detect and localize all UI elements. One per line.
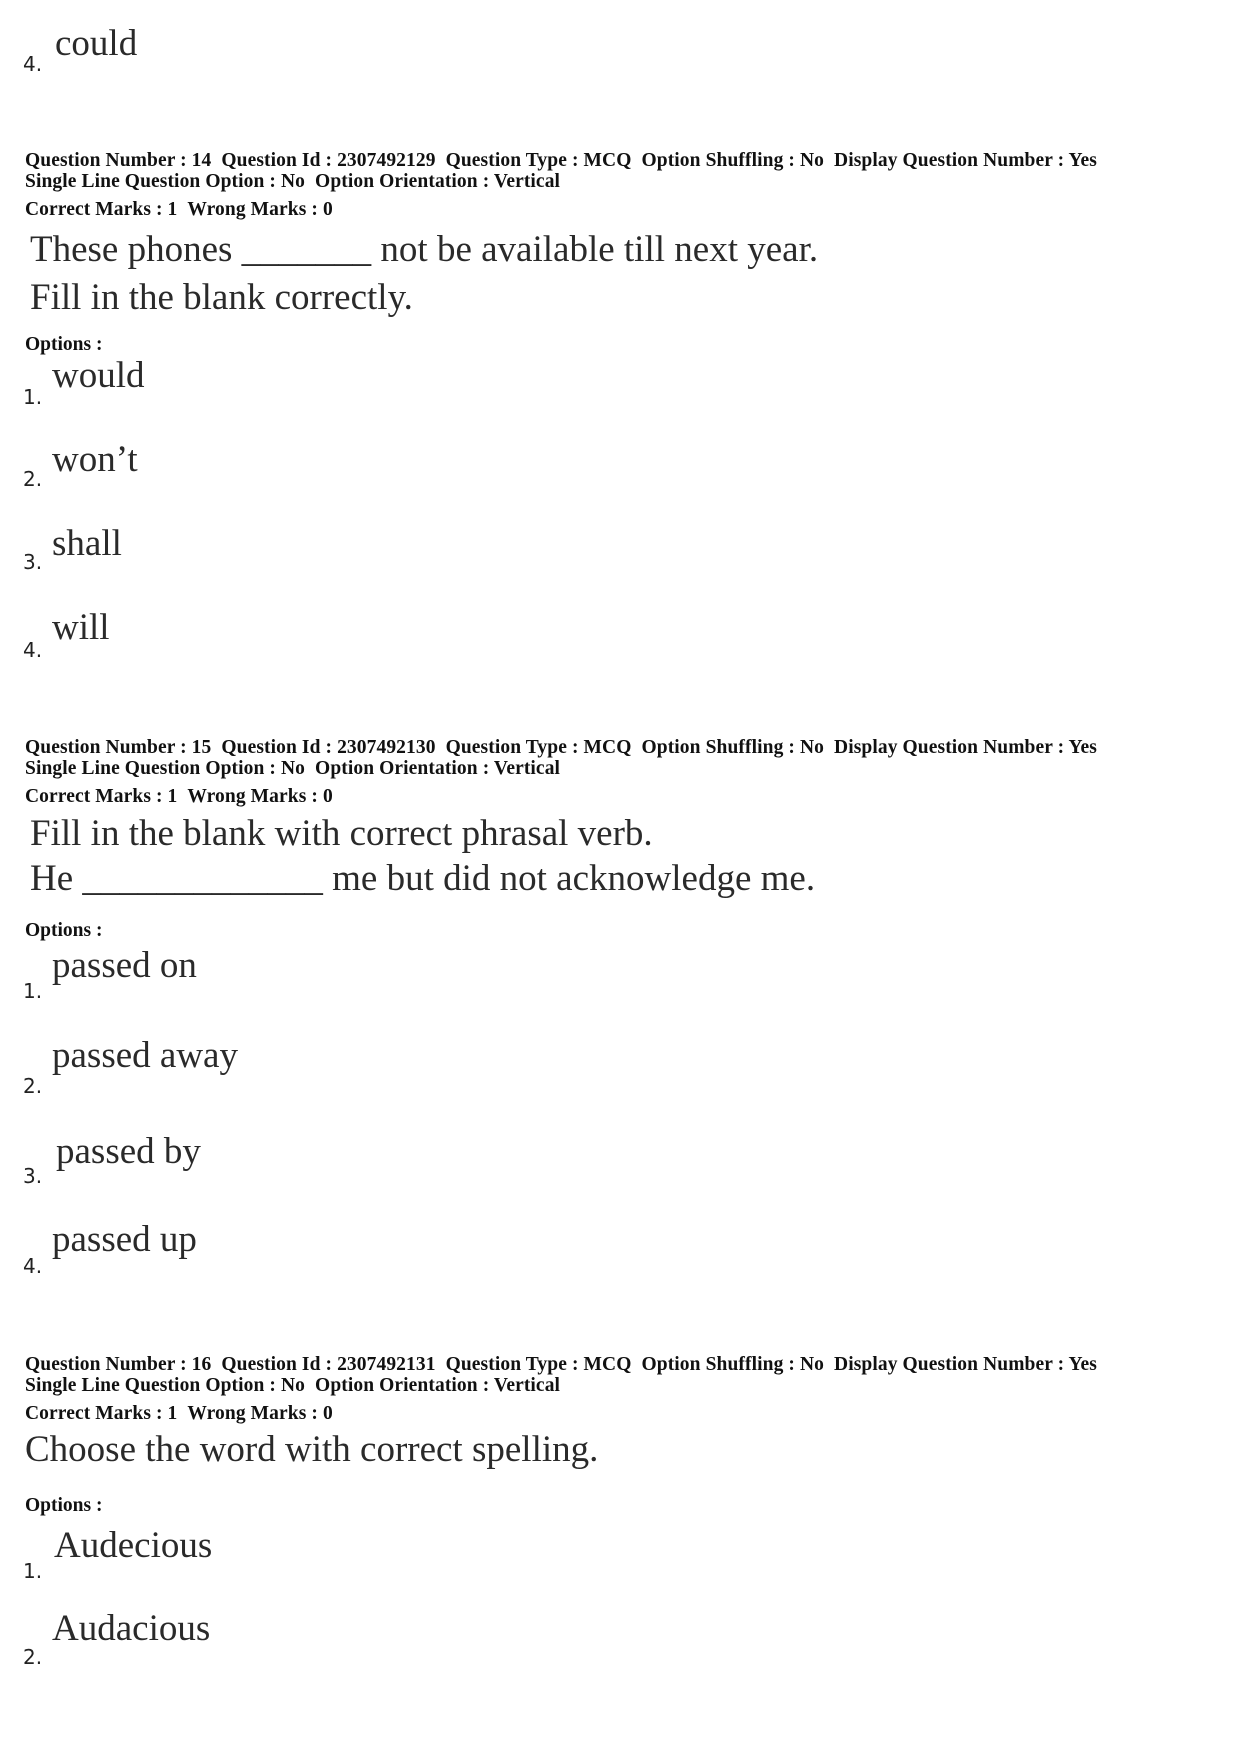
option-text: would bbox=[52, 355, 145, 396]
single-line-question-option: Single Line Question Option : No bbox=[25, 1375, 306, 1396]
option-number: 1. bbox=[23, 979, 43, 1003]
question-type: Question Type : MCQ bbox=[445, 150, 632, 171]
display-question-number: Display Question Number : Yes bbox=[834, 737, 1097, 758]
option-shuffling: Option Shuffling : No bbox=[641, 150, 825, 171]
question-meta-line-2 bbox=[25, 171, 560, 192]
wrong-marks: Wrong Marks : 0 bbox=[187, 786, 333, 807]
option-number: 2. bbox=[23, 1645, 43, 1669]
option-text: passed by bbox=[56, 1131, 201, 1172]
correct-marks: Correct Marks : 1 bbox=[25, 786, 178, 807]
option-text: shall bbox=[52, 523, 122, 564]
question-marks bbox=[25, 199, 333, 220]
display-question-number: Display Question Number : Yes bbox=[834, 150, 1097, 171]
question-meta-line-1 bbox=[25, 737, 1097, 758]
option-orientation: Option Orientation : Vertical bbox=[315, 758, 561, 779]
option-text: Audecious bbox=[54, 1525, 213, 1566]
option-text: passed away bbox=[52, 1035, 238, 1076]
option-text: Audacious bbox=[52, 1608, 211, 1649]
option-number: 1. bbox=[23, 385, 43, 409]
options-label: Options : bbox=[25, 334, 103, 355]
question-meta-line-1 bbox=[25, 1354, 1097, 1375]
option-text: could bbox=[55, 23, 138, 64]
question-stem-line-1: Choose the word with correct spelling. bbox=[25, 1429, 599, 1470]
correct-marks: Correct Marks : 1 bbox=[25, 199, 178, 220]
option-text: won’t bbox=[52, 439, 138, 480]
question-meta-line-2 bbox=[25, 1375, 560, 1396]
question-marks bbox=[25, 786, 333, 807]
option-number: 2. bbox=[23, 467, 43, 491]
options-label: Options : bbox=[25, 920, 103, 941]
option-text: will bbox=[52, 607, 110, 648]
option-number: 2. bbox=[23, 1074, 43, 1098]
correct-marks: Correct Marks : 1 bbox=[25, 1403, 178, 1424]
single-line-question-option: Single Line Question Option : No bbox=[25, 758, 306, 779]
options-label: Options : bbox=[25, 1495, 103, 1516]
option-number: 3. bbox=[23, 550, 43, 574]
question-marks bbox=[25, 1403, 333, 1424]
wrong-marks: Wrong Marks : 0 bbox=[187, 199, 333, 220]
question-type: Question Type : MCQ bbox=[445, 737, 632, 758]
option-text: passed up bbox=[52, 1219, 197, 1260]
question-stem-line-2: Fill in the blank correctly. bbox=[30, 277, 413, 318]
question-id: Question Id : 2307492130 bbox=[221, 737, 436, 758]
question-meta-line-1 bbox=[25, 150, 1097, 171]
question-number: Question Number : 15 bbox=[25, 737, 212, 758]
question-number: Question Number : 14 bbox=[25, 150, 212, 171]
display-question-number: Display Question Number : Yes bbox=[834, 1354, 1097, 1375]
question-number: Question Number : 16 bbox=[25, 1354, 212, 1375]
question-meta-line-2 bbox=[25, 758, 560, 779]
question-stem-line-1: Fill in the blank with correct phrasal verb. bbox=[30, 813, 653, 854]
option-orientation: Option Orientation : Vertical bbox=[315, 1375, 561, 1396]
option-number: 3. bbox=[23, 1164, 43, 1188]
single-line-question-option: Single Line Question Option : No bbox=[25, 171, 306, 192]
option-number: 4. bbox=[23, 52, 43, 76]
question-type: Question Type : MCQ bbox=[445, 1354, 632, 1375]
option-orientation: Option Orientation : Vertical bbox=[315, 171, 561, 192]
option-shuffling: Option Shuffling : No bbox=[641, 1354, 825, 1375]
question-id: Question Id : 2307492129 bbox=[221, 150, 436, 171]
question-id: Question Id : 2307492131 bbox=[221, 1354, 436, 1375]
option-text: passed on bbox=[52, 945, 197, 986]
wrong-marks: Wrong Marks : 0 bbox=[187, 1403, 333, 1424]
option-number: 4. bbox=[23, 638, 43, 662]
option-number: 1. bbox=[23, 1559, 43, 1583]
question-stem-line-2: He _____________ me but did not acknowledge me. bbox=[30, 858, 816, 899]
option-number: 4. bbox=[23, 1254, 43, 1278]
question-stem-line-1: These phones _______ not be available till next year. bbox=[30, 229, 819, 270]
option-shuffling: Option Shuffling : No bbox=[641, 737, 825, 758]
